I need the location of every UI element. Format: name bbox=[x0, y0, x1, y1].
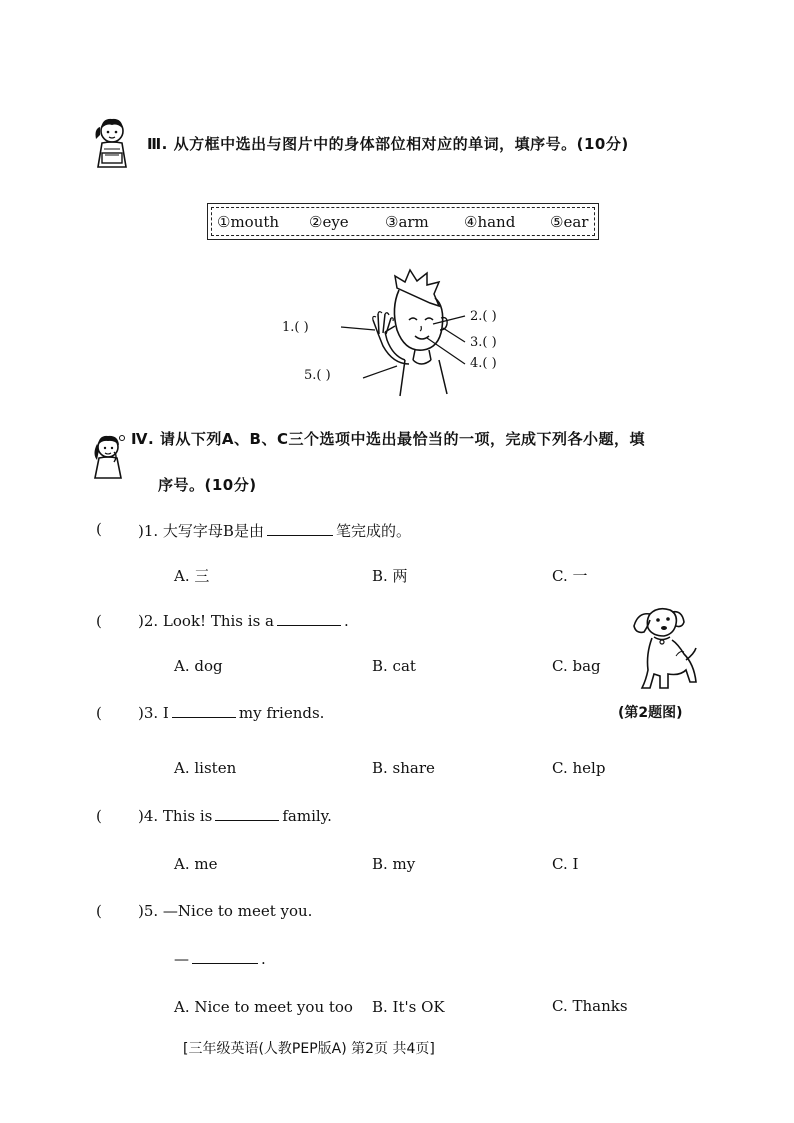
fill-blank[interactable] bbox=[267, 534, 333, 536]
dog-illustration bbox=[628, 604, 700, 692]
section-4-title-cont: 序号。(10分) bbox=[158, 476, 257, 494]
question-1 bbox=[138, 520, 411, 541]
q3-option-a[interactable]: A. listen bbox=[174, 759, 237, 777]
question-3-text: )3. I bbox=[138, 704, 169, 722]
q2-option-a[interactable]: A. dog bbox=[174, 657, 223, 675]
section-4-title: Ⅳ. 请从下列A、B、C三个选项中选出最恰当的一项，完成下列各小题，填 bbox=[131, 430, 645, 448]
label-2-blank[interactable]: 2.( ) bbox=[470, 309, 497, 324]
question-4-text-end: family. bbox=[282, 807, 332, 825]
word-option: ③arm bbox=[385, 213, 429, 231]
q3-option-b[interactable]: B. share bbox=[372, 759, 435, 777]
reply-end: . bbox=[261, 950, 266, 968]
q1-option-a[interactable]: A. 三 bbox=[174, 567, 210, 585]
question-3-text-end: my friends. bbox=[238, 704, 325, 722]
q3-option-c[interactable]: C. help bbox=[552, 759, 606, 777]
answer-paren-5[interactable]: ( bbox=[96, 902, 102, 920]
answer-paren-3[interactable]: ( bbox=[96, 704, 102, 722]
question-5-reply bbox=[174, 950, 266, 968]
label-1-blank[interactable]: 1.( ) bbox=[282, 320, 309, 335]
q1-option-b[interactable]: B. 两 bbox=[372, 567, 408, 585]
dog-caption: (第2题图) bbox=[618, 705, 683, 721]
word-option: ④hand bbox=[464, 213, 516, 231]
fill-blank[interactable] bbox=[172, 716, 236, 718]
word-option: ②eye bbox=[309, 213, 349, 231]
boy-body-parts-illustration bbox=[335, 268, 475, 398]
question-1-text: )1. 大写字母B是由 bbox=[138, 522, 264, 540]
q4-option-a[interactable]: A. me bbox=[174, 855, 218, 873]
q2-option-b[interactable]: B. cat bbox=[372, 657, 416, 675]
label-5-blank[interactable]: 5.( ) bbox=[304, 368, 331, 383]
label-4-blank[interactable]: 4.( ) bbox=[470, 356, 497, 371]
page-footer: [三年级英语(人教PEP版A) 第2页 共4页] bbox=[183, 1041, 435, 1057]
fill-blank[interactable] bbox=[215, 819, 279, 821]
q5-option-b[interactable]: B. It's OK bbox=[372, 998, 445, 1016]
q4-option-c[interactable]: C. I bbox=[552, 855, 579, 873]
q4-option-b[interactable]: B. my bbox=[372, 855, 416, 873]
question-5: )5. —Nice to meet you. bbox=[138, 902, 313, 920]
label-3-blank[interactable]: 3.( ) bbox=[470, 335, 497, 350]
question-4-text: )4. This is bbox=[138, 807, 213, 825]
word-option: ⑤ear bbox=[550, 213, 589, 231]
section-3-title: Ⅲ. 从方框中选出与图片中的身体部位相对应的单词，填序号。(10分) bbox=[147, 135, 629, 153]
word-option: ①mouth bbox=[217, 213, 280, 231]
answer-paren-2[interactable]: ( bbox=[96, 612, 102, 630]
girl-thinking-icon bbox=[88, 432, 128, 482]
question-4 bbox=[138, 807, 332, 825]
reply-dash: — bbox=[174, 950, 189, 968]
fill-blank[interactable] bbox=[277, 624, 341, 626]
question-2-text: )2. Look! This is a bbox=[138, 612, 274, 630]
q1-option-c[interactable]: C. 一 bbox=[552, 567, 588, 585]
q5-option-c[interactable]: C. Thanks bbox=[552, 997, 628, 1015]
question-3 bbox=[138, 704, 324, 722]
q5-option-a[interactable]: A. Nice to meet you too bbox=[174, 998, 353, 1016]
answer-paren-4[interactable]: ( bbox=[96, 807, 102, 825]
girl-reading-icon bbox=[88, 115, 136, 173]
question-2-text-end: . bbox=[343, 612, 349, 630]
q2-option-c[interactable]: C. bag bbox=[552, 657, 601, 675]
word-bank-box bbox=[207, 203, 599, 240]
fill-blank[interactable] bbox=[192, 962, 258, 964]
question-1-text-end: 笔完成的。 bbox=[335, 522, 411, 540]
answer-paren-1[interactable]: ( bbox=[96, 520, 102, 538]
question-2 bbox=[138, 612, 349, 630]
